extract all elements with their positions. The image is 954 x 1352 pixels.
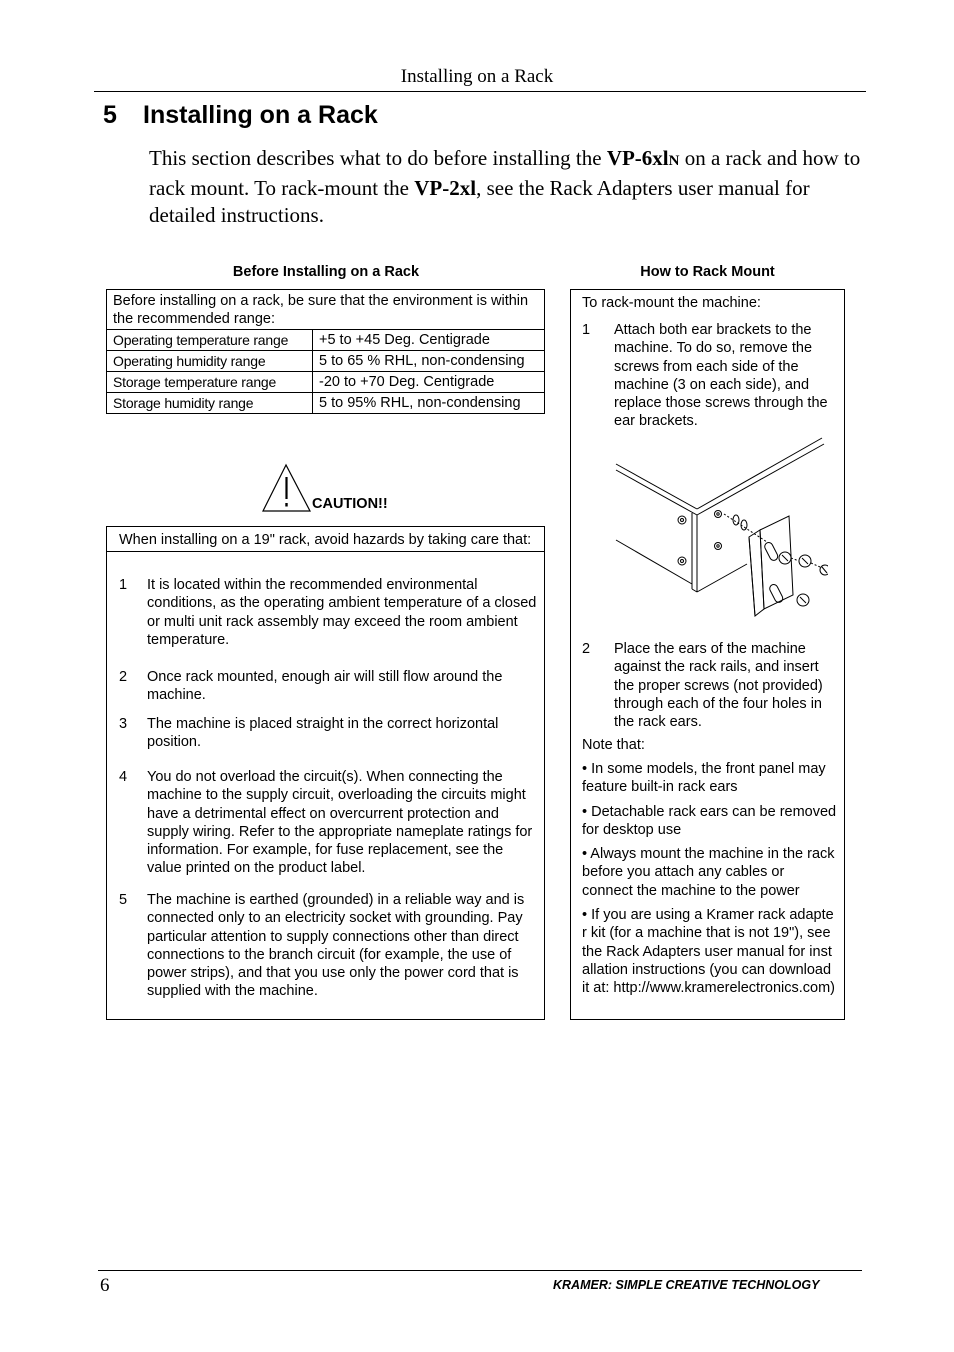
note-item: • Always mount the machine in the rack before you attach any cables or connect the machine to the power bbox=[582, 846, 835, 899]
item-number: 2 bbox=[119, 669, 128, 685]
env-label: Operating temperature range bbox=[107, 330, 313, 351]
step-number: 2 bbox=[582, 641, 591, 657]
env-label: Operating humidity range bbox=[107, 351, 313, 372]
caution-box bbox=[106, 526, 545, 1020]
table-row bbox=[107, 330, 545, 351]
list-item bbox=[582, 321, 837, 431]
section-heading: Installing on a Rack bbox=[143, 101, 378, 129]
environment-table bbox=[106, 289, 545, 414]
list-item bbox=[119, 891, 539, 1001]
caution-label: CAUTION!! bbox=[312, 496, 388, 512]
how-to-rack-mount-caption: How to Rack Mount bbox=[640, 264, 775, 280]
environment-intro: Before installing on a rack, be sure that the environment is within the recommended range: bbox=[107, 290, 545, 330]
rack-mount-box bbox=[570, 289, 845, 1020]
list-item bbox=[119, 715, 539, 752]
list-item bbox=[119, 576, 539, 649]
item-text: You do not overload the circuit(s). When connecting the machine to the supply circuit, overloading the circuits might have a detrimental effect on overcurrent protection and supply wiring. Refer to the appropriate nameplate ratings for information. For example, for fuse replacement, see the value printed on the product label. bbox=[147, 769, 533, 877]
model-suffix: N bbox=[668, 153, 680, 169]
table-row bbox=[107, 372, 545, 393]
note-label: Note that: bbox=[582, 737, 645, 753]
footer-rule bbox=[98, 1270, 862, 1271]
table-row bbox=[107, 393, 545, 414]
model-vp2xl: VP-2xl bbox=[414, 176, 477, 200]
env-value: 5 to 65 % RHL, non-condensing bbox=[313, 351, 545, 372]
section-number: 5 bbox=[103, 101, 117, 129]
item-text: The machine is placed straight in the correct horizontal position. bbox=[147, 716, 499, 751]
env-label: Storage temperature range bbox=[107, 372, 313, 393]
before-installing-caption: Before Installing on a Rack bbox=[232, 264, 420, 280]
caution-intro: When installing on a 19" rack, avoid hazards by taking care that: bbox=[107, 527, 544, 552]
item-text: The machine is earthed (grounded) in a reliable way and is connected only to an electricity socket with grounding. Pay particular attention to supply connections other than direct connections to the branch circuit (for example, the use of power strips), and that you use only the power cord that is supplied with the machine. bbox=[147, 892, 525, 1000]
step-number: 1 bbox=[582, 322, 591, 338]
intro-text-2: on a rack and how to rack mount. To rack-mount the bbox=[149, 146, 861, 200]
env-value: -20 to +70 Deg. Centigrade bbox=[313, 372, 545, 393]
footer-brand: KRAMER: SIMPLE CREATIVE TECHNOLOGY bbox=[553, 1278, 820, 1292]
intro-paragraph bbox=[149, 145, 864, 229]
model-vp6xl: VP-6xl bbox=[606, 146, 669, 170]
rack-mount-intro: To rack-mount the machine: bbox=[582, 295, 761, 311]
item-text: It is located within the recommended environmental conditions, as the operating ambient temperature of a closed or multi unit rack assembly may exceed the room ambient temperature. bbox=[147, 577, 537, 648]
intro-text-1: This section describes what to do before installing the bbox=[149, 146, 607, 170]
note-item: • In some models, the front panel may feature built-in rack ears bbox=[582, 761, 826, 796]
env-label: Storage humidity range bbox=[107, 393, 313, 414]
step-text: Attach both ear brackets to the machine. To do so, remove the screws from each side of the machine (3 on each side), and replace those screws through the ear brackets. bbox=[614, 322, 828, 430]
env-value: +5 to +45 Deg. Centigrade bbox=[313, 330, 545, 351]
env-value: 5 to 95% RHL, non-condensing bbox=[313, 393, 545, 414]
table-row bbox=[107, 290, 545, 330]
model-vp6xln bbox=[607, 146, 680, 170]
section-title bbox=[103, 101, 378, 130]
intro-text-3: , see the Rack Adapters user manual for detailed instructions. bbox=[149, 176, 810, 227]
note-item: • Detachable rack ears can be removed for desktop use bbox=[582, 804, 837, 839]
list-item bbox=[119, 768, 539, 878]
rack-ear-bracket-illustration bbox=[612, 434, 828, 637]
item-number: 3 bbox=[119, 716, 128, 732]
page-number: 6 bbox=[100, 1275, 110, 1296]
list-item bbox=[119, 668, 539, 705]
item-number: 5 bbox=[119, 892, 128, 908]
item-text: Once rack mounted, enough air will still flow around the machine. bbox=[147, 669, 503, 704]
note-item: • If you are using a Kramer rack adapter kit (for a machine that is not 19"), see the Rack Adapters user manual for installation instructions (you can download it at: http://www.kramerelectronics.com) bbox=[582, 907, 836, 997]
item-number: 1 bbox=[119, 577, 128, 593]
item-number: 4 bbox=[119, 769, 128, 785]
step-text: Place the ears of the machine against the rack rails, and insert the proper screws (not provided) through each of the four holes in the rack ears. bbox=[614, 641, 823, 731]
table-row bbox=[107, 351, 545, 372]
header-rule bbox=[94, 91, 866, 92]
list-item bbox=[582, 640, 837, 731]
running-header: Installing on a Rack bbox=[400, 66, 554, 87]
